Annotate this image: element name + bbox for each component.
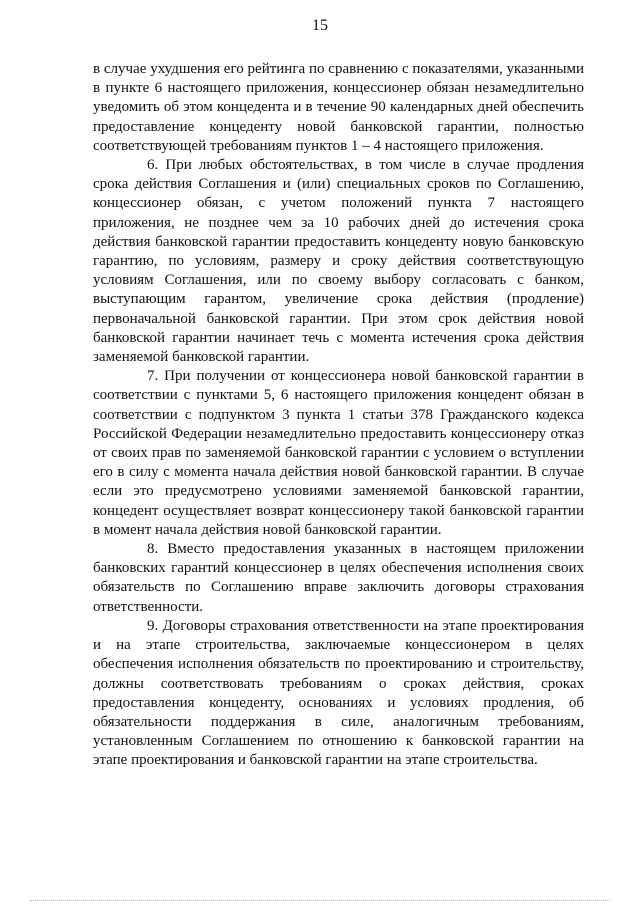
paragraph-item-9: 9. Договоры страхования ответственности на этапе проектирования и на этапе строительства, заключаемые концессионером в целях обеспечения исполнения обязательств по проектированию и строительству, должны соответствовать требованиям о сроках действия, сроках предоставления концеденту, основаниях и условиях продления, об обязательности поддержания в силе, аналогичным требованиям, установленным Соглашением по отношению к банковской гарантии на этапе проектирования и банковской гарантии на этапе строительства. <box>93 617 584 769</box>
page-number: 15 <box>312 17 328 34</box>
document-body <box>93 60 584 771</box>
paragraph-item-7: 7. При получении от концессионера новой банковской гарантии в соответствии с пунктами 5, 6 настоящего приложения концедент обязан в соответствии с подпунктом 3 пункта 1 статьи 378 Гражданского кодекса Российской Федерации незамедлительно предоставить концессионеру отказ от своих прав по заменяемой банковской гарантии с условием о вступлении его в силу с момента начала действия новой банковской гарантии. В случае если это предусмотрено условиями заменяемой банковской гарантии, концедент осуществляет возврат концессионеру такой банковской гарантии в момент начала действия новой банковской гарантии. <box>93 368 584 538</box>
paragraph-continuation: в случае ухудшения его рейтинга по сравнению с показателями, указанными в пункте 6 настоящего приложения, концессионер обязан незамедлительно уведомить об этом концедента и в течение 90 календарных дней обеспечить предоставление концеденту новой банковской гарантии, полностью соответствующей требованиям пунктов 1 – 4 настоящего приложения. <box>93 61 584 154</box>
paragraph-item-8: 8. Вместо предоставления указанных в настоящем приложении банковских гарантий концессионер в целях обеспечения исполнения своих обязательств по Соглашению вправе заключить договоры страхования ответственности. <box>93 541 584 615</box>
paragraph-item-6: 6. При любых обстоятельствах, в том числе в случае продления срока действия Соглашения и (или) специальных сроков по Соглашению, концессионер обязан, с учетом положений пункта 7 настоящего приложения, не позднее чем за 10 рабочих дней до истечения срока действия банковской гарантии предоставить концеденту новую банковскую гарантию, по условиям, размеру и сроку действия соответствующую условиям Соглашения, или по своему выбору согласовать с банком, выступающим гарантом, увеличение срока действия (продление) первоначальной банковской гарантии. При этом срок действия новой банковской гарантии начинает течь с момента истечения срока действия заменяемой банковской гарантии. <box>93 157 584 366</box>
scan-edge-artifact <box>30 900 610 903</box>
